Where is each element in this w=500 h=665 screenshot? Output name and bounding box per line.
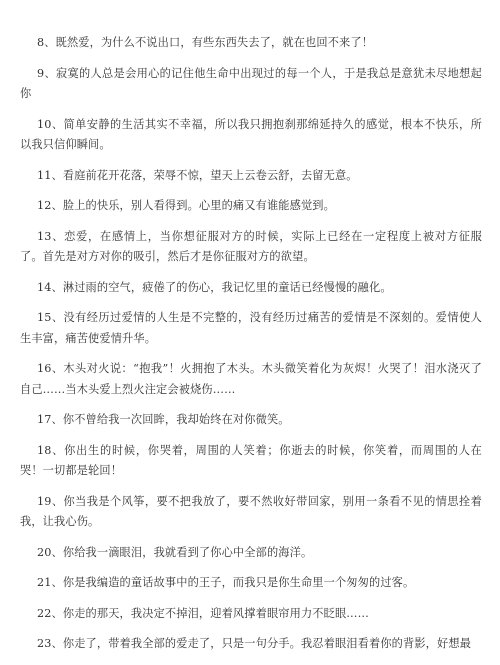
- list-item: 9、寂寞的人总是会用心的记住他生命中出现过的每一个人，于是我总是意犹未尽地想起你: [20, 66, 482, 100]
- list-item: 16、木头对火说：“抱我”！火拥抱了木头。木头微笑着化为灰烬！火哭了！泪水浇灭了自己……当木头爱上烈火注定会被烧伤……: [20, 362, 482, 396]
- list-item: 18、你出生的时候，你哭着，周围的人笑着；你逝去的时候，你笑着，而周围的人在哭！一切都是轮回！: [20, 443, 482, 477]
- list-item: 12、脸上的快乐，别人看得到。心里的痛又有谁能感觉到。: [37, 199, 335, 212]
- list-item: 11、看庭前花开花落，荣辱不惊，望天上云卷云舒，去留无意。: [37, 168, 358, 182]
- list-item: 14、淋过雨的空气，疲倦了的伤心，我记忆里的童话已经慢慢的融化。: [37, 280, 392, 294]
- list-item: 21、你是我编造的童话故事中的王子，而我只是你生命里一个匆匆的过客。: [37, 576, 415, 589]
- list-item: 17、你不曾给我一次回眸，我却始终在对你微笑。: [37, 413, 290, 426]
- list-item: 20、你给我一滴眼泪，我就看到了你心中全部的海洋。: [37, 545, 313, 559]
- list-item: 15、没有经历过爱情的人生是不完整的，没有经历过痛苦的爱情是不深刻的。爱情使人生丰富，痛苦使爱情升华。: [20, 311, 482, 345]
- list-item: 19、你当我是个风筝，要不把我放了，要不然收好带回家，别用一条看不见的情思拴着我，让我心伤。: [20, 494, 482, 528]
- list-item: 10、简单安静的生活其实不幸福，所以我只拥抱刹那绵延持久的感觉，根本不快乐，所以我只信仰瞬间。: [20, 117, 482, 151]
- list-item: 13、恋爱，在感情上，当你想征服对方的时候，实际上已经在一定程度上被对方征服了。首先是对方对你的吸引，然后才是你征服对方的欲望。: [20, 229, 482, 263]
- list-item: 8、既然爱，为什么不说出口，有些东西失去了，就在也回不来了！: [37, 36, 374, 49]
- quote-list: [20, 33, 482, 665]
- list-item: 23、你走了，带着我全部的爱走了，只是一句分手。我忍着眼泪看着你的背影，好想最: [37, 637, 472, 650]
- list-item: 22、你走的那天，我决定不掉泪，迎着风撑着眼帘用力不眨眼……: [37, 606, 369, 620]
